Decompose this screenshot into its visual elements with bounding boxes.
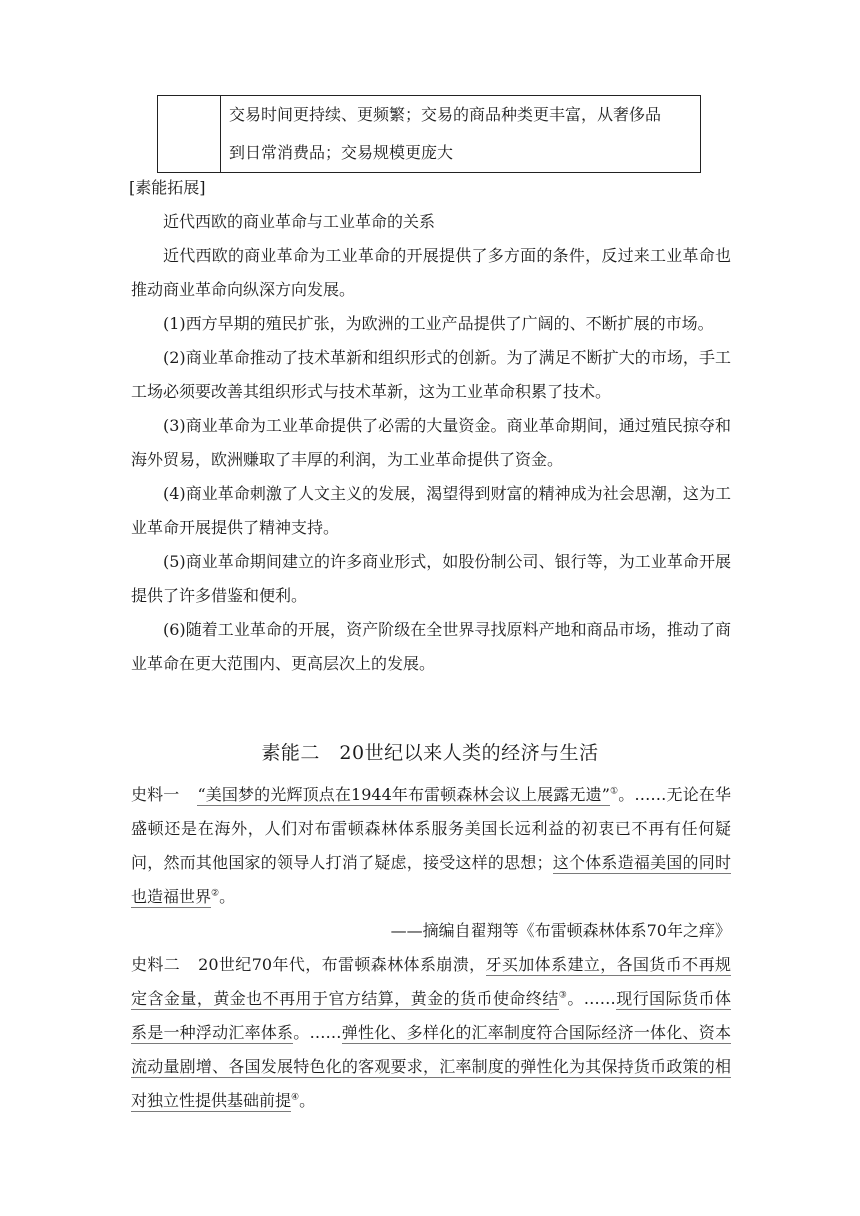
section-heading: 素能二 20世纪以来人类的经济与生活: [261, 742, 599, 764]
extension-point-6: (6)随着工业革命的开展，资产阶级在全世界寻找原料产地和商品市场，推动了商业革命在更大范围内、更高层次上的发展。: [131, 620, 731, 673]
source-2-text-3: 。: [299, 1091, 316, 1110]
extension-intro: 近代西欧的商业革命为工业革命的开展提供了多方面的条件，反过来工业革命也推动商业革命向纵深方向发展。: [131, 246, 731, 299]
extension-section: [131, 171, 731, 681]
source-1-citation: ——摘编自翟翔等《布雷顿森林体系70年之痒》: [390, 921, 731, 940]
source-2-underline-3: 弹性化、多样化的汇率制度符合国际经济一体化、资本流动量剧增、各国发展特色化的客观要求，汇率制度的弹性化为其保持货币政策的相对独立性提供基础前提: [131, 1023, 731, 1110]
source-2-underline-1: 牙买加体系建立，各国货币不再规定含金量，黄金也不再用于官方结算，黄金的货币使命终结: [131, 955, 731, 1008]
extension-label: [素能拓展]: [129, 178, 206, 197]
extension-point-5: (5)商业革命期间建立的许多商业形式，如股份制公司、银行等，为工业革命开展提供了许多借鉴和便利。: [131, 552, 731, 605]
table-cell-empty: [158, 96, 221, 173]
footnote-marker-1: ①: [609, 786, 619, 797]
sources-section: [131, 778, 731, 1118]
source-1-label: 史料一: [131, 785, 180, 804]
footnote-marker-2: ②: [211, 888, 220, 899]
source-1-underline-1: “美国梦的光辉顶点在1944年布雷顿森林会议上展露无遗”: [197, 785, 610, 804]
source-2-text-0: 20世纪70年代，布雷顿森林体系崩溃，: [198, 955, 486, 974]
continuation-table: [157, 95, 701, 173]
table-cell-text: [221, 96, 701, 173]
footnote-marker-4: ④: [291, 1092, 300, 1103]
source-1-text-1: 。……无论在华盛顿还是在海外，人们对布雷顿森林体系服务美国长远利益的初衷已不再有任何疑问，然而其他国家的领导人打消了疑虑，接受这样的思想；: [131, 785, 731, 872]
footnote-marker-3: ③: [558, 990, 568, 1001]
source-2: [131, 948, 731, 1118]
table-line-1: 交易时间更持续、更频繁；交易的商品种类更丰富，从奢侈品: [229, 105, 662, 124]
source-2-underline-2: 现行国际货币体系是一种浮动汇率体系: [131, 989, 731, 1042]
table-row: [158, 96, 701, 173]
extension-point-2: (2)商业革命推动了技术革新和组织形式的创新。为了满足不断扩大的市场，手工工场必须要改善其组织形式与技术革新，这为工业革命积累了技术。: [131, 348, 731, 401]
source-2-text-2: 。……: [293, 1023, 342, 1042]
source-1-text-2: 。: [219, 887, 236, 906]
extension-point-1: (1)西方早期的殖民扩张，为欧洲的工业产品提供了广阔的、不断扩展的市场。: [163, 314, 714, 333]
source-2-label: 史料二: [131, 955, 181, 974]
extension-point-4: (4)商业革命刺激了人文主义的发展，渴望得到财富的精神成为社会思潮，这为工业革命开展提供了精神支持。: [131, 484, 731, 537]
table-line-2: 到日常消费品；交易规模更庞大: [229, 143, 454, 162]
extension-point-3: (3)商业革命为工业革命提供了必需的大量资金。商业革命期间，通过殖民掠夺和海外贸易，欧洲赚取了丰厚的利润，为工业革命提供了资金。: [131, 416, 731, 469]
extension-title: 近代西欧的商业革命与工业革命的关系: [163, 212, 436, 231]
source-1-underline-2: 这个体系造福美国的同时也造福世界: [131, 853, 731, 906]
source-2-text-1: 。……: [567, 989, 616, 1008]
source-1: [131, 778, 731, 914]
